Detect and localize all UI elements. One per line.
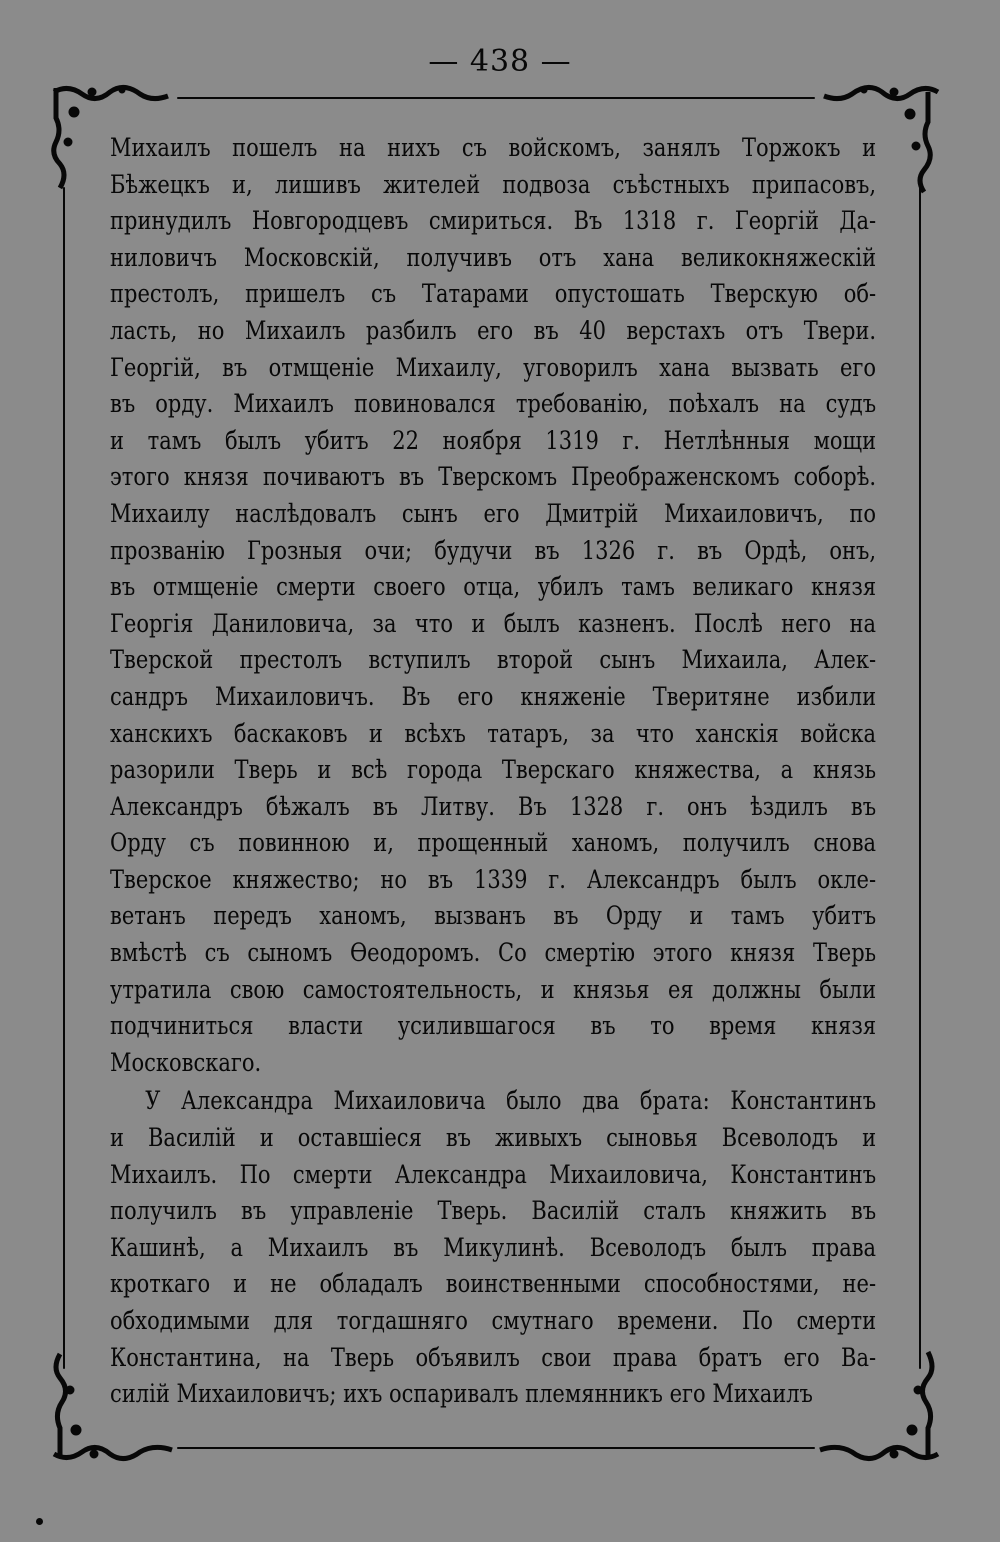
text-line: разорили Тверь и всѣ города Тверскаго княжества, а князь <box>110 755 877 785</box>
text-line: ветанъ передъ ханомъ, вызванъ въ Орду и тамъ убитъ <box>110 901 877 931</box>
text-line: силій Михаиловичъ; ихъ оспаривалъ племянникъ его Михаилъ <box>110 1379 813 1409</box>
text-line: Михаилъ пошелъ на нихъ съ войскомъ, занялъ Торжокъ и <box>110 133 877 162</box>
text-line: ласть, но Михаилъ разбилъ его въ 40 верстахъ отъ Твери. <box>110 315 877 345</box>
text-line: ниловичъ Московскій, получивъ отъ хана великокняжескій <box>110 242 877 272</box>
stray-ink-dot <box>36 1518 43 1525</box>
paragraph <box>110 1083 876 1412</box>
text-line: Тверской престолъ вступилъ второй сынъ Михаила, Алек- <box>110 645 877 675</box>
text-line: прозванію Грозныя очи; будучи въ 1326 г. въ Ордѣ, онъ, <box>110 535 877 565</box>
text-line: Московскаго. <box>110 1047 262 1077</box>
text-line: принудилъ Новгородцевъ смириться. Въ 1318 г. Георгій Да- <box>110 206 877 236</box>
text-line: утратила свою самостоятельность, и князья ея должны были <box>110 974 877 1004</box>
text-line: получилъ въ управленіе Тверь. Василій сталъ княжить въ <box>110 1196 877 1226</box>
body-text <box>110 130 877 1413</box>
text-line: подчиниться власти усилившагося въ то время князя <box>110 1011 877 1041</box>
page-number: — 438 — <box>428 44 572 79</box>
text-line: и тамъ былъ убитъ 22 ноября 1319 г. Нетлѣнныя мощи <box>110 425 877 455</box>
text-line: вмѣстѣ съ сыномъ Ѳеодоромъ. Со смертію этого князя Тверь <box>110 938 877 968</box>
text-line: Бѣжецкъ и, лишивъ жителей подвоза съѣстныхъ припасовъ, <box>110 169 877 199</box>
text-line: Орду съ повинною и, прощенный ханомъ, получилъ снова <box>110 828 877 858</box>
text-line: ханскихъ баскаковъ и всѣхъ татаръ, за что ханскія войска <box>110 718 877 748</box>
text-line: Георгія Даниловича, за что и былъ казненъ. Послѣ него на <box>110 608 877 638</box>
text-line: У Александра Михаиловича было два брата: Константинъ <box>145 1086 877 1116</box>
text-line: сандръ Михаиловичъ. Въ его княженіе Тверитяне избили <box>110 681 877 711</box>
text-line: кроткаго и не обладалъ воинственными способностями, не- <box>110 1269 877 1299</box>
text-line: Александръ бѣжалъ въ Литву. Въ 1328 г. онъ ѣздилъ въ <box>110 791 877 821</box>
text-line: Кашинѣ, а Михаилъ въ Микулинѣ. Всеволодъ былъ права <box>110 1232 877 1262</box>
text-line: и Василій и оставшіеся въ живыхъ сыновья Всеволодъ и <box>110 1123 877 1153</box>
text-line: Михаилъ. По смерти Александра Михаиловича, Константинъ <box>110 1159 877 1189</box>
text-line: Константина, на Тверь объявилъ свои права братъ его Ва- <box>110 1342 877 1372</box>
text-line: этого князя почиваютъ въ Тверскомъ Преображенскомъ соборѣ. <box>110 462 877 492</box>
text-line: престолъ, пришелъ съ Татарами опустошать Тверскую об- <box>110 279 877 309</box>
text-line: Георгій, въ отмщеніе Михаилу, уговорилъ хана вызвать его <box>110 352 877 382</box>
text-line: обходимыми для тогдашняго смутнаго времени. По смерти <box>110 1306 877 1335</box>
paragraph <box>110 130 876 1081</box>
text-line: Михаилу наслѣдовалъ сынъ его Дмитрій Михаиловичъ, по <box>110 498 877 528</box>
text-line: въ отмщеніе смерти своего отца, убилъ тамъ великаго князя <box>110 572 877 602</box>
text-line: въ орду. Михаилъ повиновался требованію, поѣхалъ на судъ <box>110 389 877 419</box>
text-line: Тверское княжество; но въ 1339 г. Александръ былъ окле- <box>110 864 877 894</box>
